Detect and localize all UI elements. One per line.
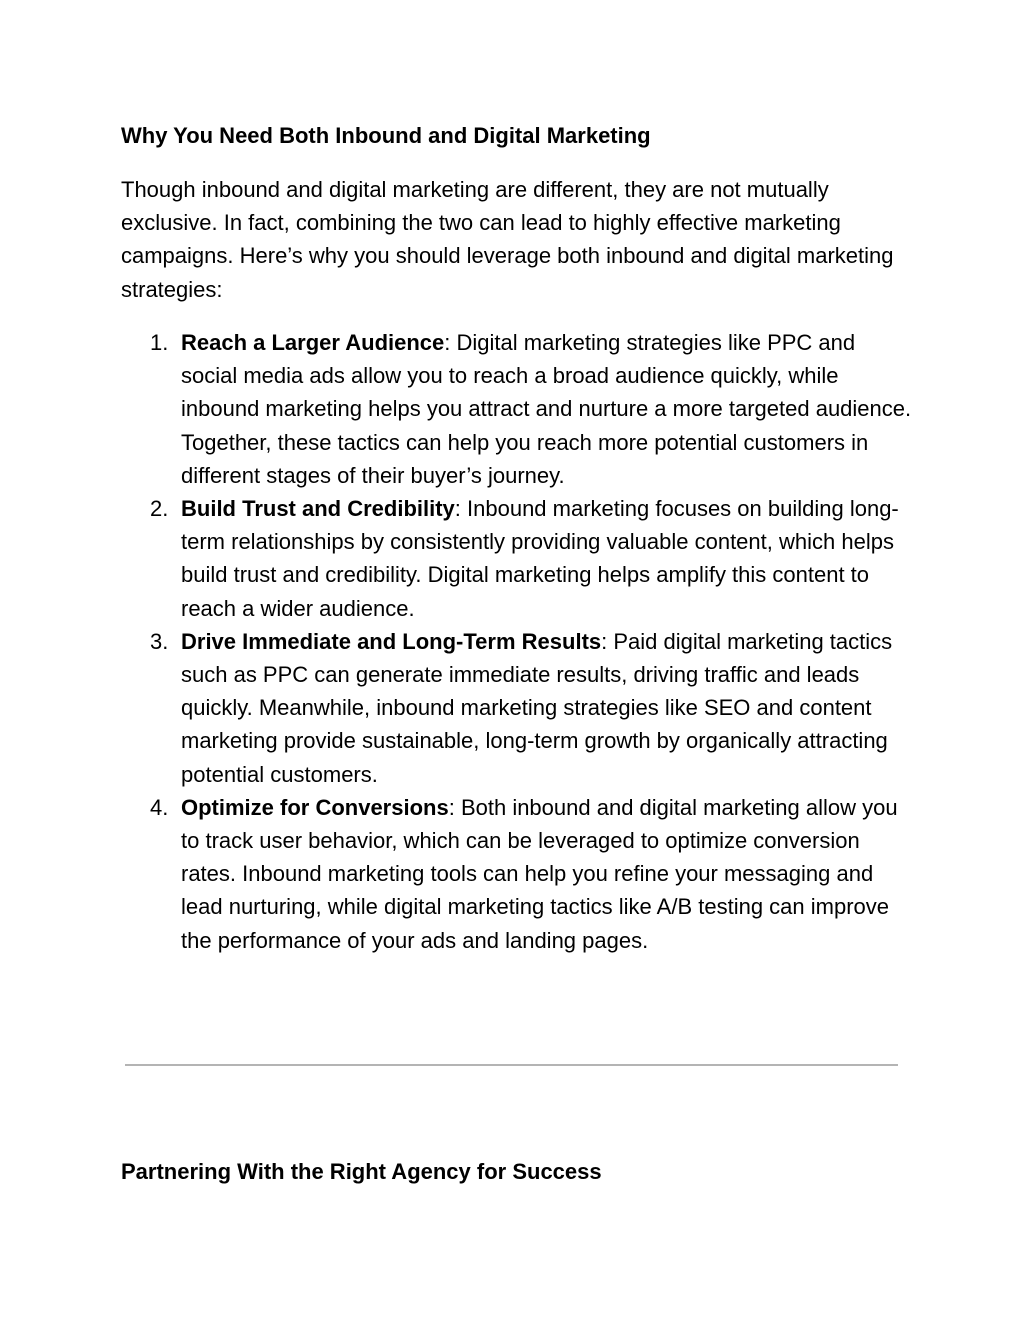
list-item-text: : Both inbound and digital marketing allow you to track user behavior, which can be leveraged to optimize conversion rates. Inbound marketing tools can help you refine your messaging and lead nurturing, while digital marketing tactics like A/B testing can improve the performance of your ads and landing pages. (181, 794, 898, 953)
list-item (150, 326, 916, 492)
list-item-term: Reach a Larger Audience (181, 330, 445, 355)
benefits-list (150, 326, 916, 957)
list-item-text: : Digital marketing strategies like PPC and social media ads allow you to reach a broad audience quickly, while inbound marketing helps you attract and nurture a more targeted audience. Together, these tactics can help you reach more potential customers in different stages of their buyer’s journey. (181, 330, 912, 488)
list-item-text: : Paid digital marketing tactics such as PPC can generate immediate results, driving traffic and leads quickly. Meanwhile, inbound marketing strategies like SEO and content marketing provide sustainable, long-term growth by organically attracting potential customers. (181, 628, 893, 787)
list-item (150, 791, 916, 957)
section-heading-partnering: Partnering With the Right Agency for Success (121, 1159, 602, 1184)
section-heading-why-both: Why You Need Both Inbound and Digital Marketing (121, 123, 651, 148)
list-item-number: 1. (150, 330, 169, 355)
list-item-number: 4. (150, 794, 169, 820)
list-item-number: 2. (150, 496, 169, 522)
list-item-text: : Inbound marketing focuses on building long-term relationships by consistently providing valuable content, which helps build trust and credibility. Digital marketing helps amplify this content to reach a wider audience. (181, 496, 899, 621)
list-item (150, 625, 916, 791)
list-item (150, 492, 916, 625)
list-item-term: Build Trust and Credibility (181, 496, 455, 522)
list-item-number: 3. (150, 628, 169, 654)
list-item-term: Drive Immediate and Long-Term Results (181, 628, 602, 654)
horizontal-divider (125, 1064, 898, 1066)
list-item-term: Optimize for Conversions (181, 794, 449, 820)
intro-paragraph: Though inbound and digital marketing are different, they are not mutually exclusive. In fact, combining the two can lead to highly effective marketing campaigns. Here’s why you should leverage both inbound and digital marketing strategies: (121, 177, 894, 302)
